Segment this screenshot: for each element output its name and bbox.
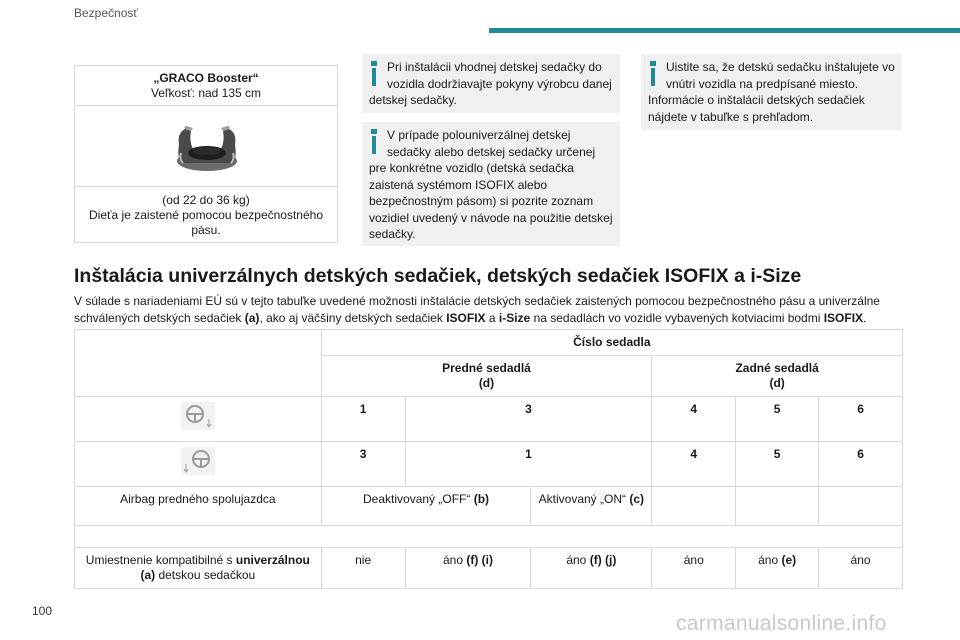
table-cell xyxy=(819,487,903,526)
intro-note-a: (a) xyxy=(244,311,260,325)
airbag-on-text: Aktivovaný „ON“ xyxy=(538,492,627,506)
table-cell xyxy=(531,548,652,589)
intro-text: a xyxy=(485,311,499,325)
watermark: carmanualsonline.info xyxy=(676,612,887,635)
section-label: Bezpečnosť xyxy=(74,6,138,20)
rear-seats-header xyxy=(652,356,903,397)
table-cell xyxy=(736,548,819,589)
table-cell xyxy=(405,548,531,589)
seat-table xyxy=(74,329,903,589)
table-cell: 3 xyxy=(405,397,652,442)
intro-text: na sedadlách vo vozidle vybavených kotviacimi bodmi xyxy=(530,311,824,325)
info-note-text: V prípade polouniverzálnej detskej sedačky alebo detskej sedačky určenej pre konkrétne vozidlo (detská sedačka zaistená systémom ISOFIX alebo bezpečnostným pásom) si pozrite zoznam vozidiel uvedený v návode na použitie detskej sedačky. xyxy=(369,128,613,241)
table-cell: 1 xyxy=(405,442,652,487)
rear-seats-label: Zadné sedadlá xyxy=(735,361,819,375)
table-cell xyxy=(652,487,736,526)
intro-isize: i-Size xyxy=(498,311,531,325)
table-row xyxy=(75,487,903,526)
table-cell: 4 xyxy=(652,442,736,487)
steering-wheel-right-cell xyxy=(75,442,322,487)
info-note-text: Uistite sa, že detskú sedačku inštalujete vo vnútri vozidla na predpísané miesto. Informácie o inštalácii detských sedačiek nájdete v tabuľke s prehľadom. xyxy=(648,60,895,124)
airbag-off-cell xyxy=(321,487,531,526)
table-cell: 5 xyxy=(736,397,819,442)
table-row xyxy=(75,397,903,442)
universal-label-note: (a) xyxy=(140,568,156,582)
product-size: Veľkosť: nad 135 cm xyxy=(150,86,262,100)
table-row xyxy=(75,548,903,589)
front-seats-label: Predné sedadlá xyxy=(442,361,531,375)
intro-paragraph xyxy=(74,293,894,327)
airbag-label: Airbag predného spolujazdca xyxy=(75,487,322,526)
table-cell: 1 xyxy=(321,397,405,442)
cell-value: áno xyxy=(758,553,779,567)
product-image xyxy=(75,106,337,187)
cell-value: áno xyxy=(566,553,587,567)
rear-seats-note: (d) xyxy=(769,376,785,390)
info-note-text: Pri inštalácii vhodnej detskej sedačky do vozidla dodržiavajte pokyny výrobcu danej detskej sedačky. xyxy=(369,60,612,107)
table-cell: áno xyxy=(819,548,903,589)
info-note-3 xyxy=(641,54,902,130)
table-corner xyxy=(75,330,322,397)
product-weight: (od 22 do 36 kg) xyxy=(162,193,250,207)
table-cell: áno xyxy=(652,548,736,589)
table-spacer-row xyxy=(75,526,903,548)
cell-value: áno xyxy=(442,553,463,567)
universal-label xyxy=(75,548,322,589)
table-cell: nie xyxy=(321,548,405,589)
table-cell: 5 xyxy=(736,442,819,487)
info-note-2 xyxy=(362,122,620,246)
product-description: Dieťa je zaistené pomocou bezpečnostného pásu. xyxy=(89,208,323,237)
intro-isofix: ISOFIX xyxy=(823,311,864,325)
product-name: „GRACO Booster“ xyxy=(153,71,259,85)
intro-isofix: ISOFIX xyxy=(446,311,486,325)
cell-note: (f) (j) xyxy=(589,553,617,567)
page-number: 100 xyxy=(32,604,53,618)
cell-note: (e) xyxy=(781,553,797,567)
table-cell xyxy=(75,526,903,548)
section-title: Inštalácia univerzálnych detských sedačiek, detských sedačiek ISOFIX a i-Size xyxy=(74,265,802,287)
steering-wheel-right-icon xyxy=(181,447,215,475)
info-note-1 xyxy=(362,54,620,113)
header-accent-bar xyxy=(489,28,960,33)
intro-text: , ako aj väčšiny detských sedačiek xyxy=(259,311,447,325)
universal-label-text: Umiestnenie kompatibilné s xyxy=(85,553,236,567)
table-cell: 6 xyxy=(819,397,903,442)
steering-wheel-left-icon xyxy=(181,402,215,430)
info-icon xyxy=(650,59,656,87)
airbag-off-note: (b) xyxy=(473,492,490,506)
table-cell: 6 xyxy=(819,442,903,487)
seat-number-header: Číslo sedadla xyxy=(321,330,902,356)
front-seats-header xyxy=(321,356,652,397)
airbag-off-text: Deaktivovaný „OFF“ xyxy=(363,492,471,506)
table-cell: 4 xyxy=(652,397,736,442)
universal-label-text: detskou sedačkou xyxy=(155,568,256,582)
info-icon xyxy=(371,127,377,155)
intro-text: V súlade s nariadeniami EÚ sú v tejto tabuľke uvedené možnosti inštalácie detských sedačiek zaistených pomocou bezpečnostného pásu a univerzálne schválených detských sedačiek xyxy=(74,294,880,325)
cell-note: (f) (i) xyxy=(466,553,493,567)
table-cell: 3 xyxy=(321,442,405,487)
info-icon xyxy=(371,59,377,87)
table-row xyxy=(75,442,903,487)
steering-wheel-left-cell xyxy=(75,397,322,442)
front-seats-note: (d) xyxy=(478,376,495,390)
product-box xyxy=(74,65,338,243)
airbag-on-note: (c) xyxy=(629,492,645,506)
airbag-on-cell xyxy=(531,487,652,526)
booster-seat-icon xyxy=(173,123,241,173)
universal-label-bold: univerzálnou xyxy=(235,553,310,567)
intro-text: . xyxy=(863,311,867,325)
table-cell xyxy=(736,487,819,526)
